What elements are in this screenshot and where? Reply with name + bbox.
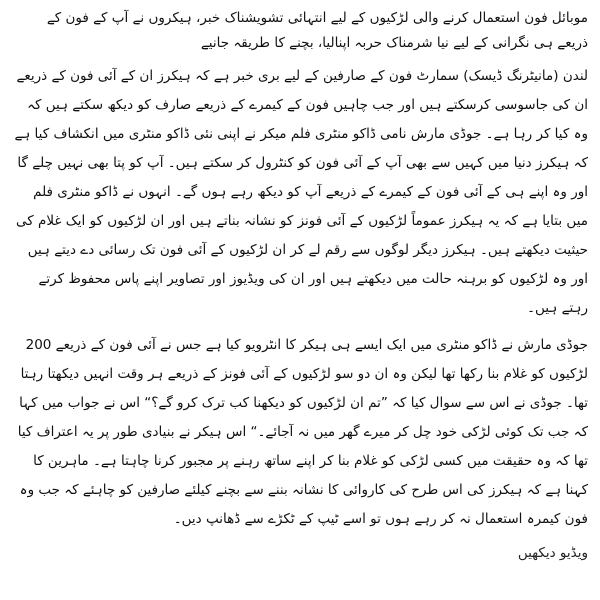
article-trailing-fragment: ویڈیو دیکھیں: [517, 545, 588, 561]
article-paragraph-1: لندن (مانیٹرنگ ڈیسک) سمارٹ فون کے صارفین کے لیے بری خبر ہے کہ ہیکرز ان کے آئی فون کے ذریعے ان کی جاسوسی کرسکتے ہیں اور جب چاہیں فون کے کیمرے کے ذریعے صارف کو دیکھ سکتے ہیں کہ وہ کیا کر رہا ہے۔ جوڈی مارش نامی ڈاکو منٹری فلم میکر نے اپنی نئی ڈاکو منٹری میں انکشاف کیا ہے کہ ہیکرز دنیا میں کہیں سے بھی آپ کے آئی فون کو کنٹرول کر سکتے ہیں۔ آپ کو پتا بھی نہیں چلے گا اور وہ اپنے ہی کے آئی فون کے کیمرے کے ذریعے آپ کو دیکھ رہے ہوں گے۔ انہوں نے ڈاکو منٹری فلم میں بتایا ہے کہ یہ ہیکرز عموماً لڑکیوں کے آئی فونز کو نشانہ بناتے ہیں اور ان لڑکیوں کو ایک غلام کی حیثیت دیکھتے ہیں۔ ہیکرز دیگر لوگوں سے رقم لے کر ان لڑکیوں کے آئی فون تک رسائی دے دیتے ہیں اور وہ لڑکیوں کو برہنہ حالت میں دیکھتے ہیں اور ان کی ویڈیوز اور تصاویر اپنے پاس محفوظ کرتے رہتے ہیں۔: [14, 68, 588, 316]
article-headline: موبائل فون استعمال کرنے والی لڑکیوں کے لیے انتہائی تشویشناک خبر، ہیکروں نے آپ کے فون کے ذریعے ہی نگرانی کے لیے نیا شرمناک حربہ اپنالیا، بچنے کا طریقہ جانیے: [46, 10, 588, 51]
article-paragraph-2: جوڈی مارش نے ڈاکو منٹری میں ایک ایسے ہی ہیکر کا انٹرویو کیا ہے جس نے آئی فون کے ذریعے 200 لڑکیوں کو غلام بنا رکھا تھا لیکن وہ ان دو سو لڑکیوں کے آئی فونز کے ذریعے ہر وقت انہیں دیکھتا رہتا تھا۔ جوڈی نے اس سے سوال کیا کہ ”تم ان لڑکیوں کو دیکھنا کب ترک کرو گے؟“ اس نے جواب میں کہا کہ جب تک کوئی لڑکی خود چل کر میرے گھر میں نہ آجائے۔“ اس ہیکر نے بنیادی طور پر یہ اعتراف کیا تھا کہ وہ حقیقت میں کسی لڑکی کو غلام بنا کر اپنے ساتھ رہنے پر مجبور کرنا چاہتا ہے۔ ماہرین کا کہنا ہے کہ ہیکرز کی اس طرح کی کاروائی کا نشانہ بننے سے بچنے کیلئے صارفین کو چاہئے کہ جب وہ فون کیمرہ استعمال نہ کر رہے ہوں تو اسے ٹیپ کے ٹکڑے سے ڈھانپ دیں۔: [17, 337, 588, 527]
